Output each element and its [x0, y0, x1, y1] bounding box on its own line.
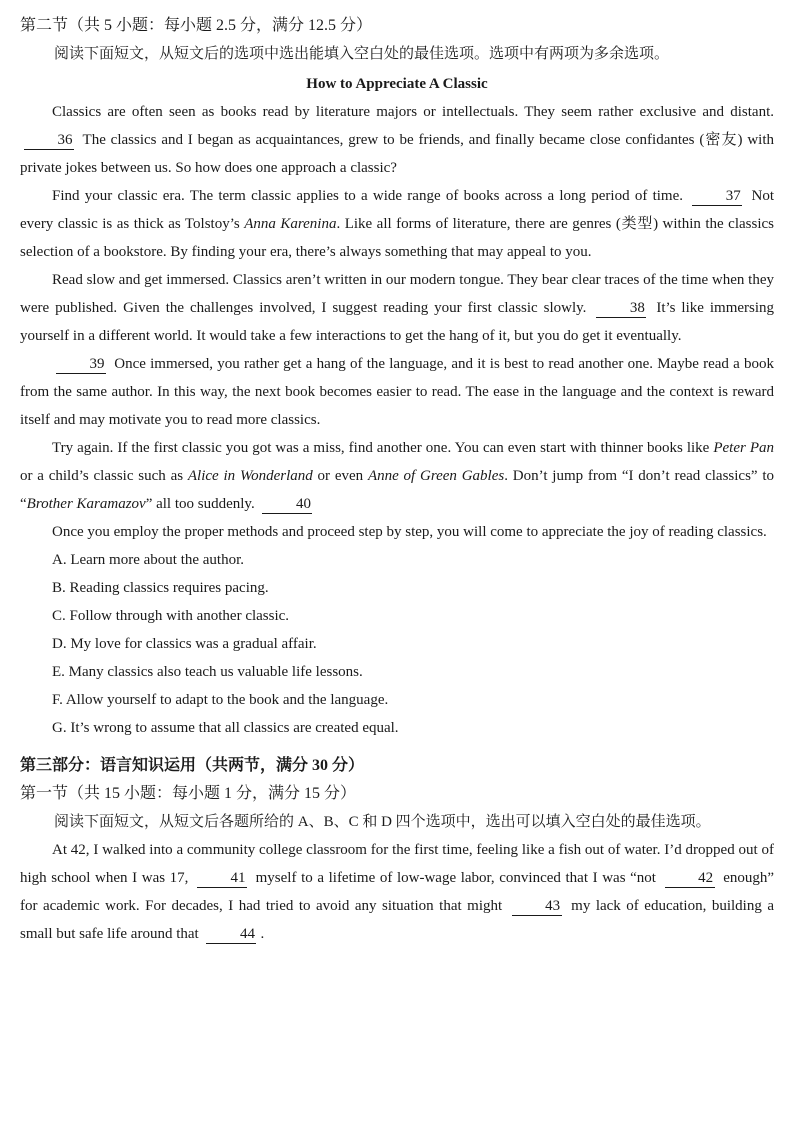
option-c: C. Follow through with another classic.	[52, 608, 290, 624]
paragraph-5-text-c: or a child’s classic such as	[20, 468, 184, 484]
blank-38: 38	[596, 299, 646, 318]
book-title-anne: Anne of Green Gables	[367, 468, 505, 484]
book-title-alice: Alice in Wonderland	[187, 468, 313, 484]
passage-title: How to Appreciate A Classic	[306, 76, 488, 92]
cloze-text-e: .	[260, 926, 265, 942]
option-a: A. Learn more about the author.	[52, 552, 245, 568]
paragraph-5-text-e: or even	[317, 468, 364, 484]
blank-41: 41	[197, 869, 247, 888]
part-3-heading: 第三部分：语言知识运用（共两节，满分 30 分）	[20, 757, 365, 774]
paragraph-2-text-d: . Like all forms of literature, there are genres (类型) within the classics selection of a bookstore. By finding your era, there’s always something that may appeal to you.	[20, 216, 774, 260]
option-d: D. My love for classics was a gradual affair.	[52, 636, 317, 652]
paragraph-1	[20, 98, 774, 182]
cloze-text-b: myself to a lifetime of low-wage labor, convinced that I was “not	[255, 870, 656, 886]
paragraph-3-text-b: It’s like immersing yourself in a different world. It would take a few interactions to get the hang of it, but you do get it eventually.	[20, 300, 775, 344]
cloze-text-c: enough” for academic work. For decades, I had tried to avoid any situation that might	[20, 870, 775, 914]
paragraph-4	[20, 350, 774, 434]
option-f: F. Allow yourself to adapt to the book and the language.	[52, 692, 389, 708]
cloze-paragraph-1	[20, 836, 774, 948]
blank-43: 43	[512, 897, 562, 916]
paragraph-1-text-b: The classics and I began as acquaintances, grew to be friends, and finally became close confidantes (密友) with private jokes between us. So how does one approach a classic?	[20, 132, 774, 176]
option-e: E. Many classics also teach us valuable life lessons.	[52, 664, 363, 680]
book-title-karamazov: Brother Karamazov	[26, 496, 146, 512]
paragraph-2-text-b: Not every classic is as thick as Tolstoy’s	[20, 188, 775, 232]
option-b: B. Reading classics requires pacing.	[52, 580, 269, 596]
paragraph-3	[20, 266, 774, 350]
paragraph-5-text-a: Try again. If the first classic you got was a miss, find another one. You can even start with thinner books like	[52, 440, 710, 456]
paragraph-3-text-a: Read slow and get immersed. Classics aren’t written in our modern tongue. They bear clear traces of the time when they were published. Given the challenges involved, I suggest reading your first classic slowly.	[20, 272, 774, 316]
part-3-subheading: 第一节（共 15 小题：每小题 1 分，满分 15 分）	[20, 785, 357, 802]
blank-39: 39	[56, 355, 106, 374]
blank-40: 40	[262, 495, 312, 514]
part-3-instruction: 阅读下面短文，从短文后各题所给的 A、B、C 和 D 四个选项中，选出可以填入空白处的最佳选项。	[54, 814, 711, 830]
paragraph-1-text-a: Classics are often seen as books read by literature majors or intellectuals. They seem rather exclusive and distant.	[52, 104, 774, 120]
blank-37: 37	[692, 187, 742, 206]
paragraph-4-text-a: Once immersed, you rather get a hang of the language, and it is best to read another one. Maybe read a book from the same author. In this way, the next book becomes easier to read. The ease in the language and the context is reward itself and may motivate you to read more classics.	[20, 356, 774, 428]
blank-42: 42	[665, 869, 715, 888]
option-g: G. It’s wrong to assume that all classics are created equal.	[52, 720, 399, 736]
paragraph-5	[20, 434, 774, 518]
paragraph-6: Once you employ the proper methods and proceed step by step, you will come to appreciate the joy of reading classics.	[52, 524, 767, 540]
paragraph-5-text-i: ” all too suddenly.	[145, 496, 255, 512]
book-title-anna-karenina: Anna Karenina	[244, 216, 337, 232]
section-2-heading: 第二节（共 5 小题：每小题 2.5 分，满分 12.5 分）	[20, 17, 373, 34]
blank-36: 36	[24, 131, 74, 150]
paragraph-2	[20, 182, 774, 266]
blank-44: 44	[206, 925, 256, 944]
cloze-text-d: my lack of education, building a small but safe life around that	[20, 898, 775, 942]
options-list	[20, 546, 774, 742]
paragraph-2-text-a: Find your classic era. The term classic applies to a wide range of books across a long period of time.	[52, 188, 683, 204]
cloze-text-a: At 42, I walked into a community college classroom for the first time, feeling like a fish out of water. I’d dropped out of high school when I was 17,	[20, 842, 774, 886]
book-title-peter-pan: Peter Pan	[713, 440, 774, 456]
section-gap	[20, 742, 774, 752]
section-2-instruction: 阅读下面短文，从短文后的选项中选出能填入空白处的最佳选项。选项中有两项为多余选项。	[54, 46, 670, 62]
paragraph-5-text-g: . Don’t jump from “I don’t read classics” to “	[20, 468, 775, 512]
